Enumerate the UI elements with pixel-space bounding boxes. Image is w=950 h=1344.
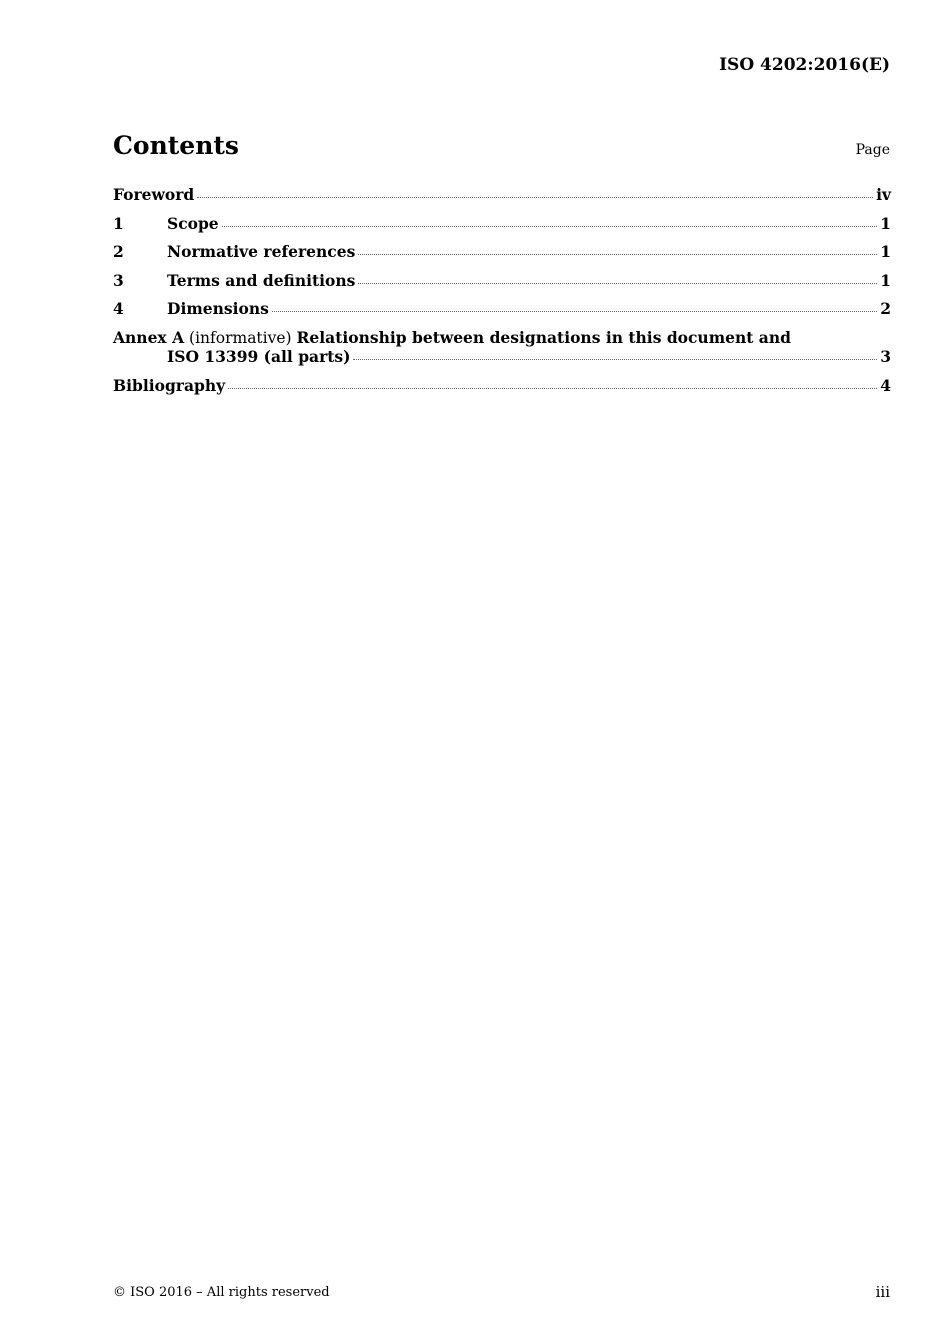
dot-leader <box>353 347 877 360</box>
dot-leader <box>197 185 873 198</box>
toc-entry-title: Scope <box>167 213 219 233</box>
dot-leader <box>228 376 877 389</box>
toc-entry-page: 1 <box>880 242 891 261</box>
page-column-label: Page <box>855 142 890 158</box>
toc-entry-bibliography[interactable] <box>113 376 891 405</box>
dot-leader <box>222 214 878 227</box>
toc-entry-normative-references[interactable] <box>113 242 891 271</box>
toc-entry-number: 1 <box>113 213 124 233</box>
copyright-notice: © ISO 2016 – All rights reserved <box>113 1285 330 1300</box>
toc-entry-annex-a[interactable] <box>113 328 891 376</box>
table-of-contents <box>113 185 891 404</box>
page-number: iii <box>875 1283 890 1301</box>
annex-type: (informative) <box>189 328 292 347</box>
toc-entry-page: 3 <box>880 346 891 366</box>
toc-entry-foreword[interactable] <box>113 185 891 214</box>
toc-entry-number: 3 <box>113 270 124 290</box>
contents-heading: Contents <box>113 131 240 160</box>
toc-entry-dimensions[interactable] <box>113 299 891 328</box>
dot-leader <box>358 271 877 284</box>
toc-entry-number: 4 <box>113 299 124 318</box>
toc-entry-page: 1 <box>880 213 891 233</box>
toc-entry-title: Foreword <box>113 185 195 204</box>
toc-entry-scope[interactable] <box>113 214 891 243</box>
toc-entry-page: 2 <box>880 299 891 318</box>
toc-entry-page: 4 <box>880 375 891 395</box>
annex-title-line2: ISO 13399 (all parts) <box>167 346 351 366</box>
toc-entry-title: Terms and definitions <box>167 270 356 290</box>
toc-entry-page: 1 <box>880 270 891 290</box>
toc-entry-title: Normative references <box>167 242 356 261</box>
toc-entry-title: Bibliography <box>113 375 226 395</box>
dot-leader <box>358 242 877 255</box>
document-id: ISO 4202:2016(E) <box>719 55 890 75</box>
toc-entry-number: 2 <box>113 242 124 261</box>
annex-label: Annex A <box>113 327 185 347</box>
toc-entry-page: iv <box>876 185 891 204</box>
toc-entry-terms-and-definitions[interactable] <box>113 271 891 300</box>
annex-title-line1: Relationship between designations in this document and <box>296 327 791 347</box>
dot-leader <box>272 299 877 312</box>
toc-entry-title: Dimensions <box>167 299 269 318</box>
